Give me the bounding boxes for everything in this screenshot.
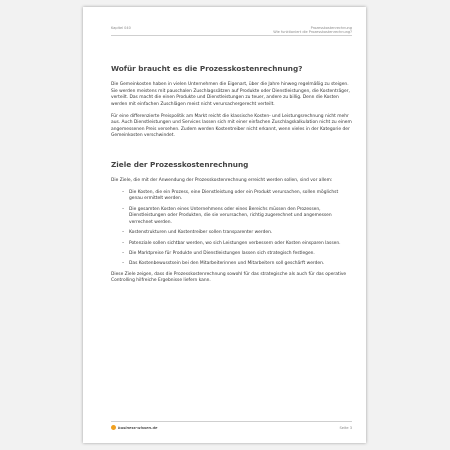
- section1-paragraph-2: Für eine differenzierte Preispolitik am Markt reicht die klassische Kosten- und Leistungsrechnung nicht mehr aus. Auch Dienstleistungen und Services lassen sich mit einer einfachen Zuschlagskalkulation nicht zu einem angemessenen Preis versehen. Zudem werden Kostentreiber nicht erkannt, wenn vieles in der Kategorie der Gemeinkosten verschwindet.: [111, 114, 352, 139]
- page-number: Seite 3: [339, 425, 352, 430]
- brand-logo: [111, 425, 157, 430]
- list-item: – Das Kostenbewusstsein bei den Mitarbeiterinnen und Mitarbeitern soll geschärft werden.: [122, 261, 325, 267]
- section2-intro: Die Ziele, die mit der Anwendung der Prozesskostenrechnung erreicht werden sollen, sind vor allem:: [111, 177, 333, 183]
- list-item: – Die Kosten, die ein Prozess, eine Dienstleistung oder ein Produkt verursachen, sollen möglichst genau ermittelt werden.: [122, 190, 339, 202]
- header-topic: [273, 26, 352, 34]
- section1-paragraph-1: Die Gemeinkosten haben in vielen Unternehmen die Eigenart, über die Jahre hinweg regelmäßig zu steigen. Sie werden meistens mit pauschalen Zuschlagssätzen auf Produkte oder Dienstleistungen, die Kostenträger, verteilt. Das macht die einen Produkte und Dienstleistungen zu teuer, andere zu billig. Denn die Kosten werden mit einfachen Zuschlägen meist nicht verursachergerecht verteilt.: [111, 82, 350, 107]
- page-header: [111, 26, 352, 36]
- header-chapter: Kapitel 040: [111, 26, 131, 30]
- dash-bullet-icon: –: [122, 250, 125, 256]
- brand-name: business-wissen.de: [118, 425, 158, 430]
- brand-dot-icon: [111, 425, 116, 430]
- header-topic-line2: Wie funktioniert die Prozesskostenrechnung?: [273, 30, 352, 35]
- dash-bullet-icon: –: [122, 190, 125, 196]
- list-item: – Potenziale sollen sichtbar werden, wo sich Leistungen verbessern oder Kosten einsparen lassen.: [122, 240, 341, 246]
- dash-bullet-icon: –: [122, 206, 125, 212]
- list-item: – Die gesamten Kosten eines Unternehmens oder eines Bereichs müssen den Prozessen, Dienstleistungen oder Produkten, die sie verursachen, richtig zugerechnet und angemessen verrechnet werden.: [122, 206, 332, 225]
- header-topic-line1: Prozesskostenrechnung: [310, 26, 352, 30]
- dash-bullet-icon: –: [122, 261, 125, 267]
- dash-bullet-icon: –: [122, 240, 125, 246]
- document-page: [83, 7, 366, 443]
- list-item: – Kostenstrukturen und Kostentreiber sollen transparenter werden.: [122, 230, 273, 236]
- section2-heading: Ziele der Prozesskostenrechnung: [111, 159, 249, 169]
- section2-closing: Diese Ziele zeigen, dass die Prozesskostenrechnung sowohl für das strategische als auch für das operative Controlling hilfreiche Ergebnisse liefern kann.: [111, 271, 347, 284]
- page-footer: [111, 421, 352, 430]
- section1-heading: Wofür braucht es die Prozesskostenrechnung?: [111, 64, 303, 74]
- list-item: – Die Marktpreise für Produkte und Dienstleistungen lassen sich strategisch festlegen.: [122, 250, 315, 256]
- goals-list: [111, 190, 352, 268]
- dash-bullet-icon: –: [122, 230, 125, 236]
